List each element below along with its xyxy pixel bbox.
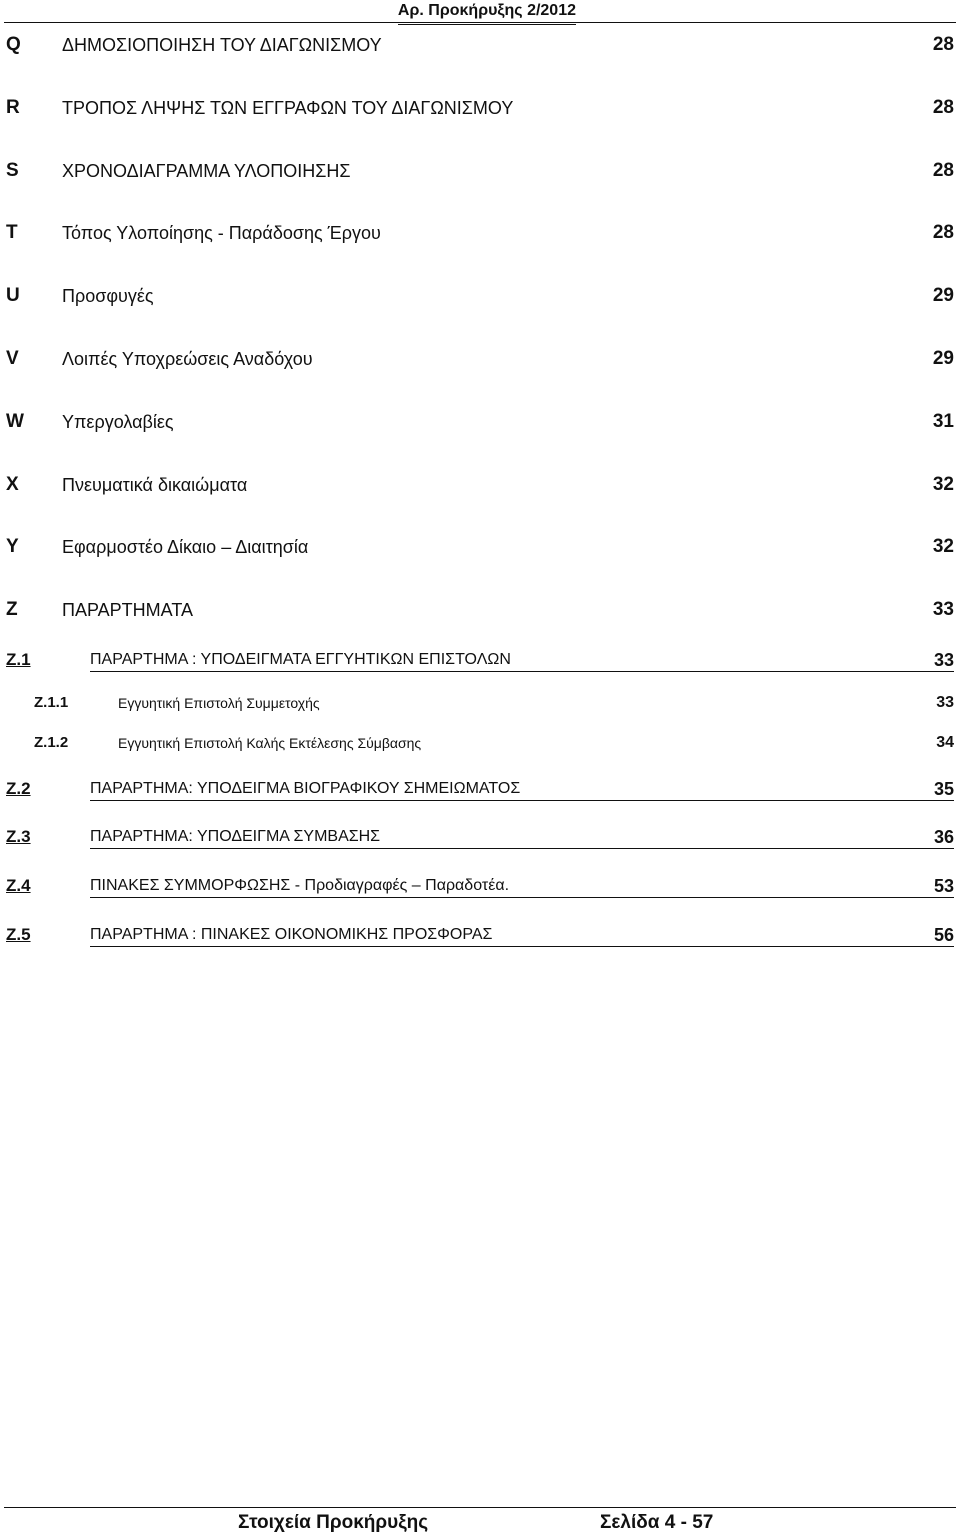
- toc-entry-z3[interactable]: [0, 827, 960, 851]
- toc-subentry-number: Z.3: [6, 827, 31, 846]
- toc-entry-title: Εφαρμοστέο Δίκαιο – Διαιτησία: [62, 537, 309, 557]
- toc-subentry-rule: [90, 848, 954, 849]
- toc-entry-title: Λοιπές Υποχρεώσεις Αναδόχου: [62, 349, 313, 369]
- toc-subentry-number: Z.2: [6, 779, 31, 798]
- toc-entry-page: 28: [932, 97, 954, 118]
- toc-entry-letter: X: [6, 474, 19, 495]
- toc-entry-letter: U: [6, 285, 20, 306]
- toc-entry-title: ΧΡΟΝΟΔΙΑΓΡΑΜΜΑ ΥΛΟΠΟΙΗΣΗΣ: [62, 161, 351, 181]
- toc-subentry-page: 56: [933, 925, 954, 945]
- toc-subentry-number: Z.1: [6, 650, 31, 669]
- toc-entry-letter: Z: [6, 599, 18, 620]
- toc-subsubentry-number: Z.1.1: [34, 694, 69, 711]
- toc-entry-letter: T: [6, 222, 18, 243]
- toc-entry-title: Τόπος Υλοποίησης - Παράδοσης Έργου: [62, 223, 381, 243]
- toc-entry-letter: S: [6, 160, 19, 181]
- toc-entry-page: 32: [932, 474, 954, 495]
- toc-subsubentry-page: 33: [936, 694, 954, 711]
- toc-subentry-title: ΠΙΝΑΚΕΣ ΣΥΜΜΟΡΦΩΣΗΣ - Προδιαγραφές – Παραδοτέα.: [90, 877, 510, 894]
- toc-subentry-number: Z.4: [6, 876, 31, 895]
- toc-entry-letter: W: [6, 411, 24, 432]
- footer-page-number: Σελίδα 4 - 57: [600, 1512, 714, 1533]
- toc-subsubentry-number: Z.1.2: [34, 734, 69, 751]
- document-reference: Αρ. Προκήρυξης 2/2012: [398, 0, 576, 25]
- toc-subentry-rule: [90, 946, 954, 947]
- toc-entry-title: ΔΗΜΟΣΙΟΠΟΙΗΣΗ ΤΟΥ ΔΙΑΓΩΝΙΣΜΟΥ: [62, 35, 382, 55]
- toc-entry-page: 33: [932, 599, 954, 620]
- toc-entry-page: 29: [932, 285, 954, 306]
- toc-subentry-page: 53: [933, 876, 954, 896]
- toc-entry-z5[interactable]: [0, 925, 960, 949]
- toc-entry-z2[interactable]: [0, 779, 960, 803]
- toc-subentry-rule: [90, 897, 954, 898]
- toc-entry-page: 29: [932, 348, 954, 369]
- toc-entry-title: Πνευματικά δικαιώματα: [62, 475, 248, 495]
- footer-document-label: Στοιχεία Προκήρυξης: [238, 1512, 429, 1533]
- toc-subentry-rule: [90, 671, 954, 672]
- toc-subentry-title: ΠΑΡΑΡΤΗΜΑ: ΥΠΟΔΕΙΓΜΑ ΣΥΜΒΑΣΗΣ: [90, 828, 381, 845]
- toc-subentry-number: Z.5: [6, 925, 31, 944]
- header-divider: [4, 22, 956, 23]
- toc-subentry-page: 36: [933, 827, 954, 847]
- toc-entry-page: 28: [932, 34, 954, 55]
- toc-entry-letter: Y: [6, 536, 19, 557]
- toc-subentry-rule: [90, 800, 954, 801]
- footer-divider: [4, 1507, 956, 1508]
- toc-entry-title: ΠΑΡΑΡΤΗΜΑΤΑ: [62, 600, 194, 620]
- toc-entry-page: 28: [932, 160, 954, 181]
- toc-entry-letter: Q: [6, 34, 21, 55]
- toc-entry-title: ΤΡΟΠΟΣ ΛΗΨΗΣ ΤΩΝ ΕΓΓΡΑΦΩΝ ΤΟΥ ΔΙΑΓΩΝΙΣΜΟΥ: [62, 98, 514, 118]
- toc-subsubentry-page: 34: [936, 734, 954, 751]
- toc-subentry-title: ΠΑΡΑΡΤΗΜΑ : ΥΠΟΔΕΙΓΜΑΤΑ ΕΓΓΥΗΤΙΚΩΝ ΕΠΙΣΤΟΛΩΝ: [90, 651, 511, 668]
- toc-subentry-page: 33: [933, 650, 954, 670]
- toc-subsubentry-title: Εγγυητική Επιστολή Συμμετοχής: [118, 695, 320, 711]
- toc-entry-letter: V: [6, 348, 19, 369]
- toc-subentry-title: ΠΑΡΑΡΤΗΜΑ: ΥΠΟΔΕΙΓΜΑ ΒΙΟΓΡΑΦΙΚΟΥ ΣΗΜΕΙΩΜΑΤΟΣ: [90, 780, 521, 797]
- toc-entry-page: 28: [932, 222, 954, 243]
- toc-entry-z1[interactable]: [0, 650, 960, 674]
- toc-entry-page: 32: [932, 536, 954, 557]
- toc-subentry-page: 35: [933, 779, 954, 799]
- toc-entry-title: Προσφυγές: [62, 286, 154, 306]
- toc-subentry-title: ΠΑΡΑΡΤΗΜΑ : ΠΙΝΑΚΕΣ ΟΙΚΟΝΟΜΙΚΗΣ ΠΡΟΣΦΟΡΑΣ: [90, 926, 493, 943]
- toc-subsubentry-title: Εγγυητική Επιστολή Καλής Εκτέλεσης Σύμβασης: [118, 735, 422, 751]
- toc-entry-page: 31: [932, 411, 954, 432]
- toc-entry-letter: R: [6, 97, 20, 118]
- toc-entry-title: Υπεργολαβίες: [62, 412, 174, 432]
- toc-entry-z4[interactable]: [0, 876, 960, 900]
